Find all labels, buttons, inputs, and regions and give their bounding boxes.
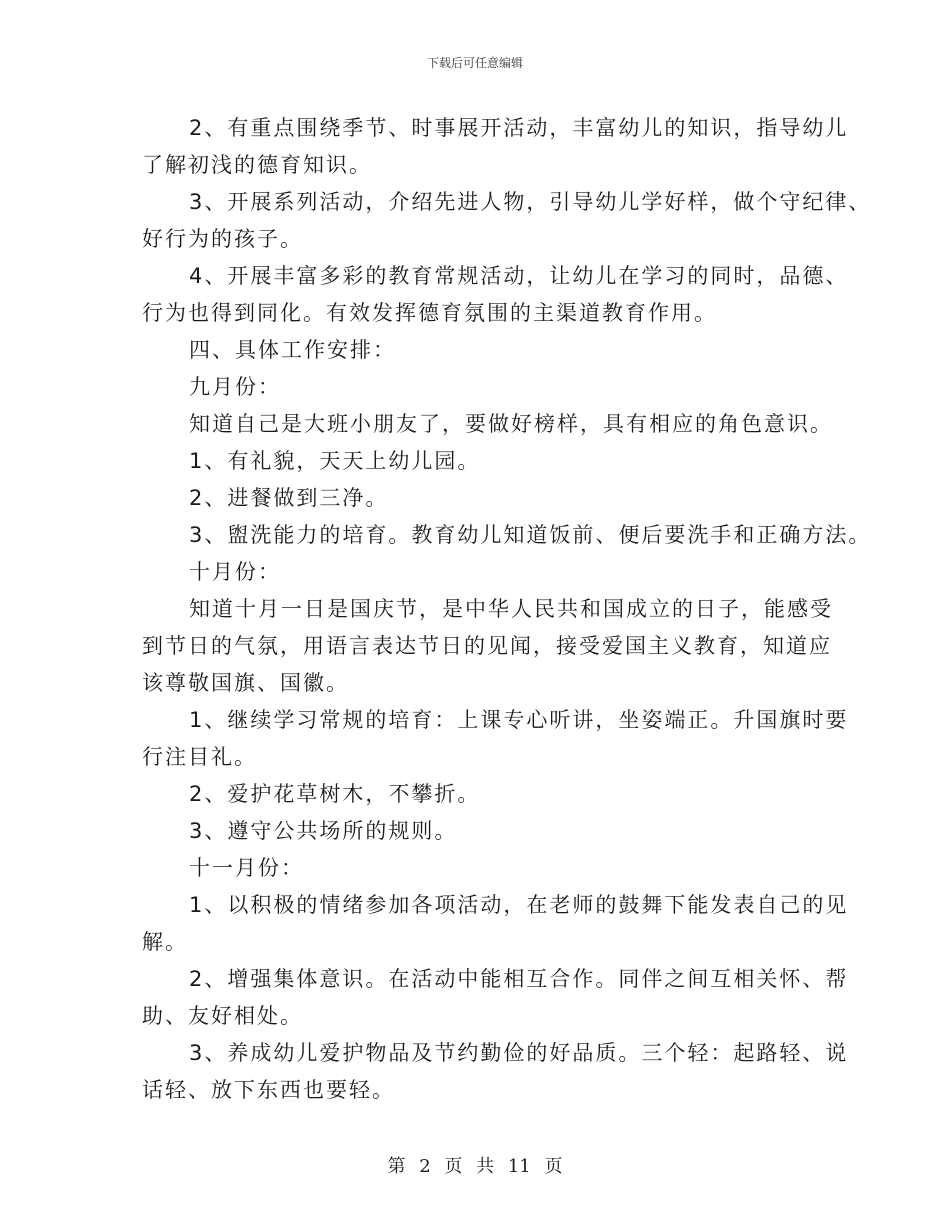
paragraph-line: 2、爱护花草树木，不攀折。 xyxy=(189,782,481,806)
paragraph-line: 解。 xyxy=(142,930,188,954)
paragraph-line: 该尊敬国旗、国徽。 xyxy=(142,671,349,695)
paragraph-line: 3、养成幼儿爱护物品及节约勤俭的好品质。三个轻：起路轻、说 xyxy=(189,1041,849,1065)
paragraph xyxy=(142,443,822,480)
paragraph-line: 2、进餐做到三净。 xyxy=(189,486,389,510)
paragraph xyxy=(142,369,822,406)
paragraph-line: 十月份： xyxy=(189,560,281,584)
paragraph xyxy=(142,184,872,258)
page-number: 第 2 页 共 11 页 xyxy=(387,1156,563,1177)
paragraph xyxy=(142,887,849,961)
paragraph xyxy=(142,480,822,517)
paragraph-line: 4、开展丰富多彩的教育常规活动，让幼儿在学习的同时，品德、 xyxy=(189,264,849,288)
paragraph xyxy=(142,850,822,887)
paragraph-line: 十一月份： xyxy=(189,856,304,880)
paragraph xyxy=(142,961,849,1035)
paragraph-line: 3、遵守公共场所的规则。 xyxy=(189,819,458,843)
paragraph-line: 1、以积极的情绪参加各项活动，在老师的鼓舞下能发表自己的见 xyxy=(189,893,849,917)
paragraph xyxy=(142,776,822,813)
paragraph xyxy=(142,258,849,332)
paragraph-line: 2、有重点围绕季节、时事展开活动，丰富幼儿的知识，指导幼儿 xyxy=(189,116,849,140)
paragraph xyxy=(142,554,822,591)
paragraph-line: 3、开展系列活动，介绍先进人物，引导幼儿学好样，做个守纪律、 xyxy=(189,190,872,214)
paragraph xyxy=(142,591,833,702)
paragraph xyxy=(142,406,833,443)
paragraph-line: 好行为的孩子。 xyxy=(142,227,303,251)
paragraph-line: 九月份： xyxy=(189,375,281,399)
paragraph-line: 3、盥洗能力的培育。教育幼儿知道饭前、便后要洗手和正确方法。 xyxy=(189,523,872,547)
paragraph-line: 了解初浅的德育知识。 xyxy=(142,153,372,177)
paragraph-line: 行为也得到同化。有效发挥德育氛围的主渠道教育作用。 xyxy=(142,301,717,325)
paragraph-line: 1、有礼貌，天天上幼儿园。 xyxy=(189,449,481,473)
paragraph xyxy=(142,813,822,850)
paragraph-line: 1、继续学习常规的培育：上课专心听讲，坐姿端正。升国旗时要 xyxy=(189,708,849,732)
paragraph-line: 2、增强集体意识。在活动中能相互合作。同伴之间互相关怀、帮 xyxy=(189,967,849,991)
paragraph-line: 到节日的气氛，用语言表达节日的见闻，接受爱国主义教育，知道应 xyxy=(142,634,832,658)
header-note: 下载后可任意编辑 xyxy=(426,56,523,70)
paragraph-line: 助、友好相处。 xyxy=(142,1004,303,1028)
paragraph xyxy=(142,1035,849,1109)
paragraph xyxy=(142,332,822,369)
paragraph xyxy=(142,702,849,776)
document-body xyxy=(142,110,872,1109)
paragraph xyxy=(142,517,872,554)
paragraph xyxy=(142,110,849,184)
paragraph-line: 话轻、放下东西也要轻。 xyxy=(142,1078,395,1102)
paragraph-line: 知道十月一日是国庆节，是中华人民共和国成立的日子，能感受 xyxy=(189,597,833,621)
paragraph-line: 行注目礼。 xyxy=(142,745,257,769)
paragraph-line: 四、具体工作安排： xyxy=(189,338,396,362)
paragraph-line: 知道自己是大班小朋友了，要做好榜样，具有相应的角色意识。 xyxy=(189,412,833,436)
